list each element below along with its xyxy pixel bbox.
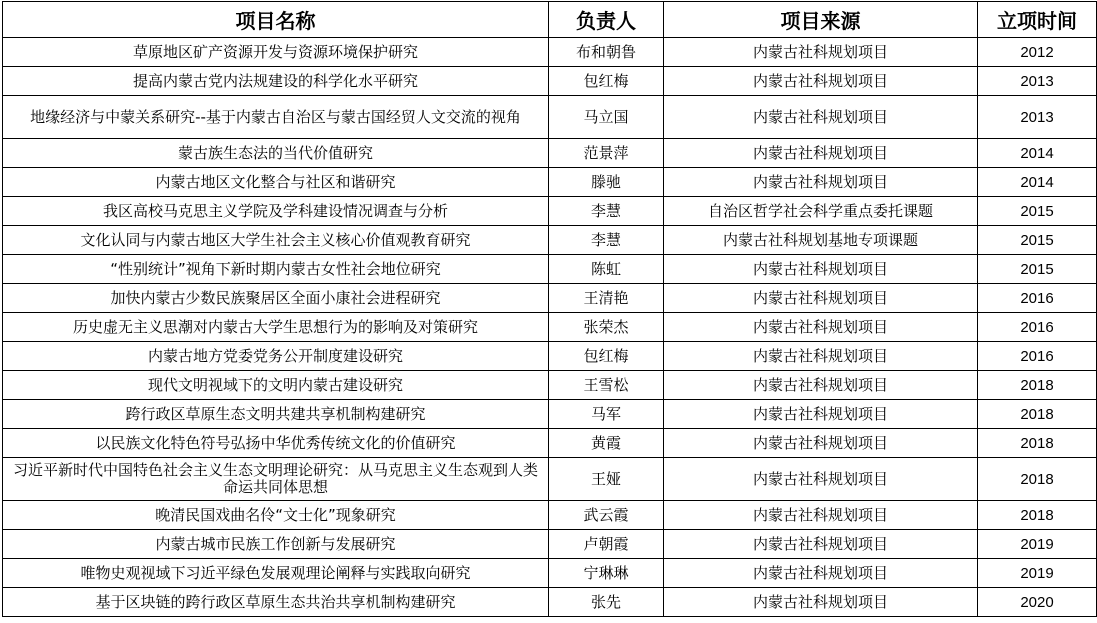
year-cell: 2016	[978, 342, 1097, 371]
source-cell: 自治区哲学社会科学重点委托课题	[664, 197, 978, 226]
leader-cell: 包红梅	[549, 342, 664, 371]
year-cell: 2014	[978, 139, 1097, 168]
source-cell: 内蒙古社科规划项目	[664, 530, 978, 559]
project-name-cell: “性别统计”视角下新时期内蒙古女性社会地位研究	[3, 255, 549, 284]
header-leader: 负责人	[549, 2, 664, 38]
leader-cell: 王清艳	[549, 284, 664, 313]
table-row	[3, 38, 1097, 67]
table-row	[3, 588, 1097, 617]
project-name-cell: 唯物史观视域下习近平绿色发展观理论阐释与实践取向研究	[3, 559, 549, 588]
header-year: 立项时间	[978, 2, 1097, 38]
year-cell: 2016	[978, 313, 1097, 342]
leader-cell: 马军	[549, 400, 664, 429]
project-name-cell: 内蒙古城市民族工作创新与发展研究	[3, 530, 549, 559]
year-cell: 2015	[978, 226, 1097, 255]
year-cell: 2018	[978, 458, 1097, 501]
year-cell: 2016	[978, 284, 1097, 313]
table-row	[3, 255, 1097, 284]
year-cell: 2018	[978, 400, 1097, 429]
project-name-cell: 文化认同与内蒙古地区大学生社会主义核心价值观教育研究	[3, 226, 549, 255]
source-cell: 内蒙古社科规划基地专项课题	[664, 226, 978, 255]
leader-cell: 李慧	[549, 226, 664, 255]
source-cell: 内蒙古社科规划项目	[664, 255, 978, 284]
leader-cell: 王雪松	[549, 371, 664, 400]
projects-table	[2, 1, 1097, 617]
year-cell: 2019	[978, 559, 1097, 588]
table-row	[3, 501, 1097, 530]
leader-cell: 武云霞	[549, 501, 664, 530]
leader-cell: 滕驰	[549, 168, 664, 197]
table-row	[3, 559, 1097, 588]
table-row	[3, 139, 1097, 168]
leader-cell: 张先	[549, 588, 664, 617]
table-row	[3, 226, 1097, 255]
source-cell: 内蒙古社科规划项目	[664, 371, 978, 400]
leader-cell: 陈虹	[549, 255, 664, 284]
year-cell: 2013	[978, 96, 1097, 139]
table-row	[3, 429, 1097, 458]
source-cell: 内蒙古社科规划项目	[664, 168, 978, 197]
table-row	[3, 168, 1097, 197]
leader-cell: 黄霞	[549, 429, 664, 458]
project-name-cell: 提高内蒙古党内法规建设的科学化水平研究	[3, 67, 549, 96]
table-row	[3, 530, 1097, 559]
source-cell: 内蒙古社科规划项目	[664, 139, 978, 168]
table-row	[3, 458, 1097, 501]
source-cell: 内蒙古社科规划项目	[664, 67, 978, 96]
leader-cell: 张荣杰	[549, 313, 664, 342]
project-name-cell: 现代文明视域下的文明内蒙古建设研究	[3, 371, 549, 400]
project-name-cell: 基于区块链的跨行政区草原生态共治共享机制构建研究	[3, 588, 549, 617]
table-row	[3, 197, 1097, 226]
year-cell: 2013	[978, 67, 1097, 96]
project-name-cell: 历史虚无主义思潮对内蒙古大学生思想行为的影响及对策研究	[3, 313, 549, 342]
project-name-cell: 我区高校马克思主义学院及学科建设情况调查与分析	[3, 197, 549, 226]
leader-cell: 马立国	[549, 96, 664, 139]
source-cell: 内蒙古社科规划项目	[664, 501, 978, 530]
year-cell: 2014	[978, 168, 1097, 197]
source-cell: 内蒙古社科规划项目	[664, 559, 978, 588]
table-row	[3, 67, 1097, 96]
project-name-cell: 以民族文化特色符号弘扬中华优秀传统文化的价值研究	[3, 429, 549, 458]
header-row	[3, 2, 1097, 38]
leader-cell: 宁琳琳	[549, 559, 664, 588]
project-name-cell: 地缘经济与中蒙关系研究--基于内蒙古自治区与蒙古国经贸人文交流的视角	[3, 96, 549, 139]
year-cell: 2018	[978, 501, 1097, 530]
project-name-cell: 晚清民国戏曲名伶“文士化”现象研究	[3, 501, 549, 530]
header-source: 项目来源	[664, 2, 978, 38]
source-cell: 内蒙古社科规划项目	[664, 458, 978, 501]
project-name-cell: 内蒙古地区文化整合与社区和谐研究	[3, 168, 549, 197]
year-cell: 2018	[978, 429, 1097, 458]
project-name-cell: 蒙古族生态法的当代价值研究	[3, 139, 549, 168]
leader-cell: 包红梅	[549, 67, 664, 96]
source-cell: 内蒙古社科规划项目	[664, 38, 978, 67]
source-cell: 内蒙古社科规划项目	[664, 429, 978, 458]
source-cell: 内蒙古社科规划项目	[664, 400, 978, 429]
leader-cell: 卢朝霞	[549, 530, 664, 559]
leader-cell: 王娅	[549, 458, 664, 501]
table-row	[3, 313, 1097, 342]
leader-cell: 范景萍	[549, 139, 664, 168]
project-name-cell: 草原地区矿产资源开发与资源环境保护研究	[3, 38, 549, 67]
project-name-cell: 跨行政区草原生态文明共建共享机制构建研究	[3, 400, 549, 429]
project-name-cell: 内蒙古地方党委党务公开制度建设研究	[3, 342, 549, 371]
project-name-cell: 加快内蒙古少数民族聚居区全面小康社会进程研究	[3, 284, 549, 313]
source-cell: 内蒙古社科规划项目	[664, 96, 978, 139]
source-cell: 内蒙古社科规划项目	[664, 588, 978, 617]
table-row	[3, 284, 1097, 313]
year-cell: 2015	[978, 255, 1097, 284]
year-cell: 2012	[978, 38, 1097, 67]
source-cell: 内蒙古社科规划项目	[664, 342, 978, 371]
header-project-name: 项目名称	[3, 2, 549, 38]
year-cell: 2015	[978, 197, 1097, 226]
leader-cell: 李慧	[549, 197, 664, 226]
year-cell: 2019	[978, 530, 1097, 559]
year-cell: 2020	[978, 588, 1097, 617]
source-cell: 内蒙古社科规划项目	[664, 313, 978, 342]
table-row	[3, 371, 1097, 400]
project-name-cell: 习近平新时代中国特色社会主义生态文明理论研究：从马克思主义生态观到人类命运共同体思想	[3, 458, 549, 501]
table-row	[3, 342, 1097, 371]
table-row	[3, 96, 1097, 139]
source-cell: 内蒙古社科规划项目	[664, 284, 978, 313]
leader-cell: 布和朝鲁	[549, 38, 664, 67]
year-cell: 2018	[978, 371, 1097, 400]
table-row	[3, 400, 1097, 429]
